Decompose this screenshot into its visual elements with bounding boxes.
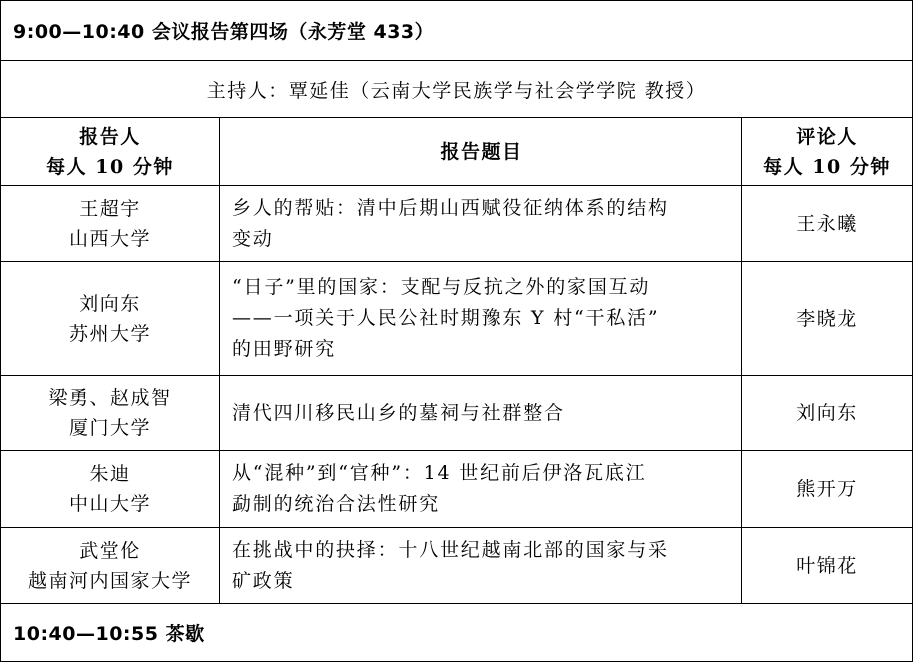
topic-line: “日子”里的国家：支配与反抗之外的家国互动 xyxy=(232,276,651,298)
commentator-name: 李晓龙 xyxy=(796,307,858,330)
reporter-column-header xyxy=(1,118,220,185)
reporter-affiliation: 山西大学 xyxy=(68,227,151,250)
topic-line: 乡人的帮贴：清中后期山西赋役征纳体系的结构 xyxy=(232,196,669,219)
table-row xyxy=(1,376,912,451)
reporter-cell xyxy=(1,451,220,527)
commentator-cell xyxy=(742,528,912,603)
reporter-cell xyxy=(1,262,220,375)
reporter-name: 梁勇、赵成智 xyxy=(48,387,172,409)
host-row xyxy=(1,61,912,118)
commentator-cell xyxy=(742,262,912,375)
reporter-affiliation: 厦门大学 xyxy=(68,417,151,439)
reporter-header-time: 每人 10 分钟 xyxy=(46,155,174,178)
topic-cell xyxy=(220,528,742,603)
topic-line: 变动 xyxy=(232,227,274,250)
topic-line: 在挑战中的抉择：十八世纪越南北部的国家与采 xyxy=(232,538,669,561)
table-row xyxy=(1,451,912,528)
reporter-header-label: 报告人 xyxy=(79,125,141,148)
table-row xyxy=(1,528,912,604)
commentator-cell xyxy=(742,451,912,527)
reporter-name: 武堂伦 xyxy=(79,539,141,562)
reporter-name: 刘向东 xyxy=(79,292,141,315)
commentator-header-label: 评论人 xyxy=(796,125,858,148)
reporter-cell xyxy=(1,186,220,261)
table-row xyxy=(1,262,912,376)
reporter-affiliation: 越南河内国家大学 xyxy=(27,569,192,592)
topic-line: 从“混种”到“官种”：14 世纪前后伊洛瓦底江 xyxy=(232,462,647,484)
session-title: 9:00—10:40 会议报告第四场（永芳堂 433） xyxy=(13,21,435,43)
commentator-header-time: 每人 10 分钟 xyxy=(763,155,891,178)
reporter-cell xyxy=(1,376,220,450)
topic-line: 的田野研究 xyxy=(232,338,337,360)
commentator-name: 叶锦花 xyxy=(796,554,858,577)
topic-cell xyxy=(220,376,742,450)
commentator-name: 熊开万 xyxy=(796,478,858,500)
topic-line: ——一项关于人民公社时期豫东 Y 村“干私活” xyxy=(232,307,660,329)
topic-cell xyxy=(220,262,742,375)
reporter-cell xyxy=(1,528,220,603)
topic-line: 矿政策 xyxy=(232,569,295,592)
commentator-cell xyxy=(742,186,912,261)
reporter-affiliation: 苏州大学 xyxy=(68,322,151,345)
topic-line: 清代四川移民山乡的墓祠与社群整合 xyxy=(232,401,565,424)
break-title: 10:40—10:55 茶歇 xyxy=(13,623,205,645)
break-row xyxy=(1,604,912,661)
topic-column-header xyxy=(220,118,742,185)
column-header-row xyxy=(1,118,912,186)
topic-header-label: 报告题目 xyxy=(440,140,523,163)
commentator-name: 王永曦 xyxy=(796,212,858,235)
reporter-name: 朱迪 xyxy=(89,463,131,485)
commentator-column-header xyxy=(742,118,912,185)
topic-cell xyxy=(220,186,742,261)
reporter-affiliation: 中山大学 xyxy=(68,493,151,515)
commentator-cell xyxy=(742,376,912,450)
table-row xyxy=(1,186,912,262)
host-text: 主持人：覃延佳（云南大学民族学与社会学学院 教授） xyxy=(206,79,707,102)
commentator-name: 刘向东 xyxy=(796,402,858,424)
reporter-name: 王超宇 xyxy=(79,197,141,220)
topic-cell xyxy=(220,451,742,527)
topic-line: 勐制的统治合法性研究 xyxy=(232,493,441,515)
session-header-row xyxy=(1,1,912,61)
